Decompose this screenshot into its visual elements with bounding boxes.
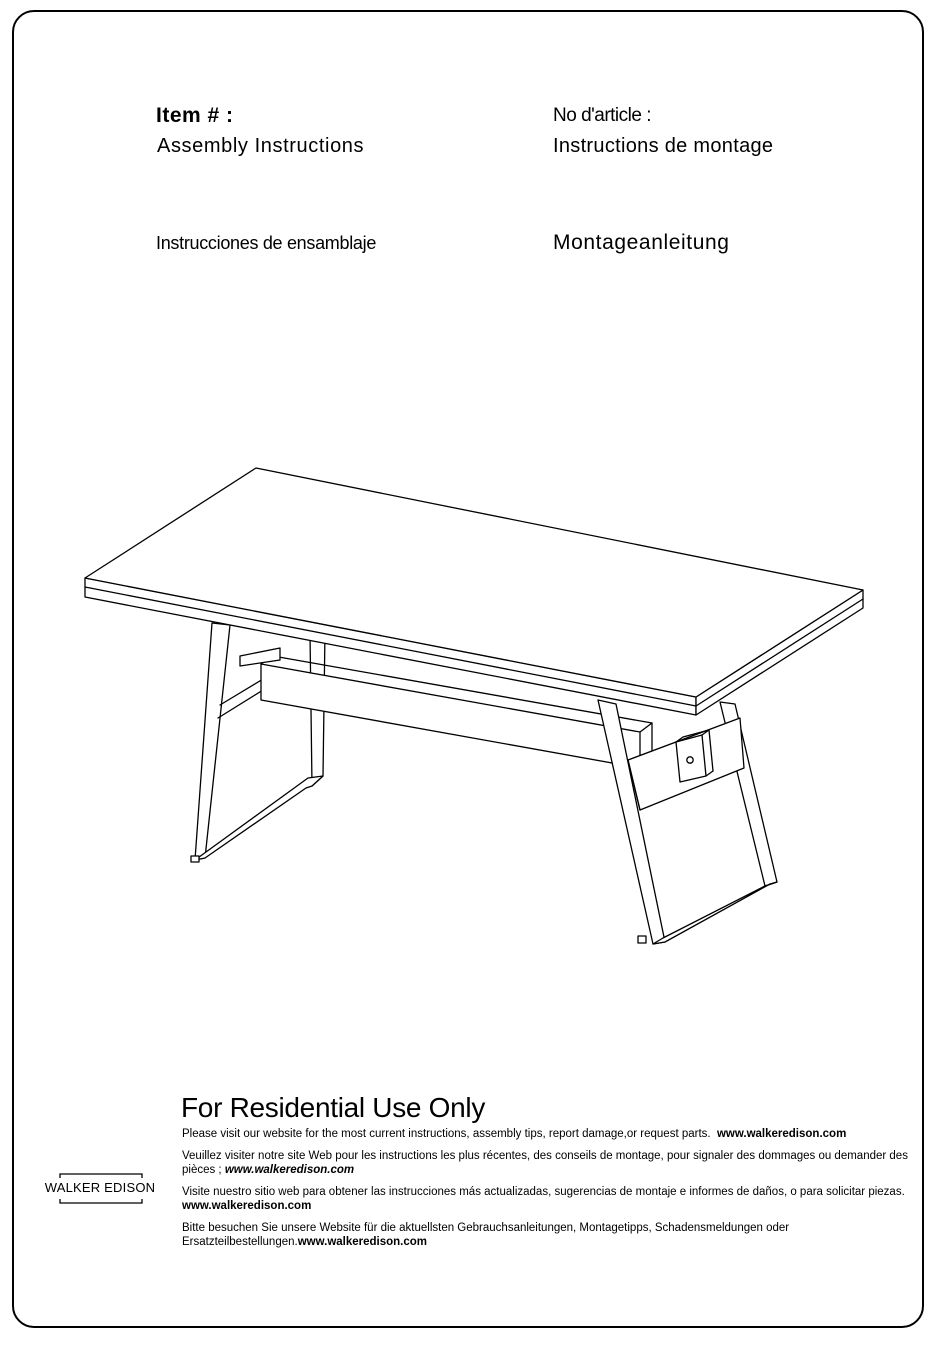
walker-edison-logo — [38, 1172, 162, 1206]
article-number-label-fr: No d'article : — [553, 105, 652, 126]
assembly-instructions-title-en: Assembly Instructions — [157, 135, 365, 157]
assembly-instructions-title-es: Instrucciones de ensamblaje — [156, 233, 377, 253]
note-de-url[interactable]: www.walkeredison.com — [297, 1236, 428, 1248]
note-en-text: Please visit our website for the most current instructions, assembly tips, report damage,or request parts. — [182, 1128, 711, 1140]
note-de-text: Bitte besuchen Sie unsere Website für die aktuellsten Gebrauchsanleitungen, Montagetipps, Schadensmeldungen oder Ersatzteilbestellungen. — [182, 1222, 790, 1248]
note-fr-text: Veuillez visiter notre site Web pour les instructions les plus récentes, des conseils de montage, pour signaler des dommages ou demander des pièces ; — [182, 1150, 908, 1176]
website-notes — [182, 1127, 910, 1257]
logo-text: WALKER EDISON — [44, 1180, 156, 1195]
note-en-url[interactable]: www.walkeredison.com — [716, 1128, 847, 1140]
note-es — [182, 1185, 910, 1213]
residential-use-heading: For Residential Use Only — [181, 1092, 486, 1123]
item-number-label: Item # : — [156, 104, 234, 127]
note-de — [182, 1221, 910, 1249]
assembly-instructions-title-fr: Instructions de montage — [553, 135, 774, 157]
note-fr-url[interactable]: www.walkeredison.com — [224, 1164, 355, 1176]
note-fr — [182, 1149, 910, 1177]
table-illustration — [80, 460, 880, 960]
assembly-instructions-title-de: Montageanleitung — [553, 231, 730, 254]
note-es-text: Visite nuestro sitio web para obtener las instrucciones más actualizadas, sugerencias de montaje e informes de daños, o para solicitar piezas. — [182, 1186, 905, 1198]
note-en — [182, 1127, 910, 1141]
note-es-url[interactable]: www.walkeredison.com — [182, 1200, 312, 1212]
tabletop — [85, 468, 863, 715]
